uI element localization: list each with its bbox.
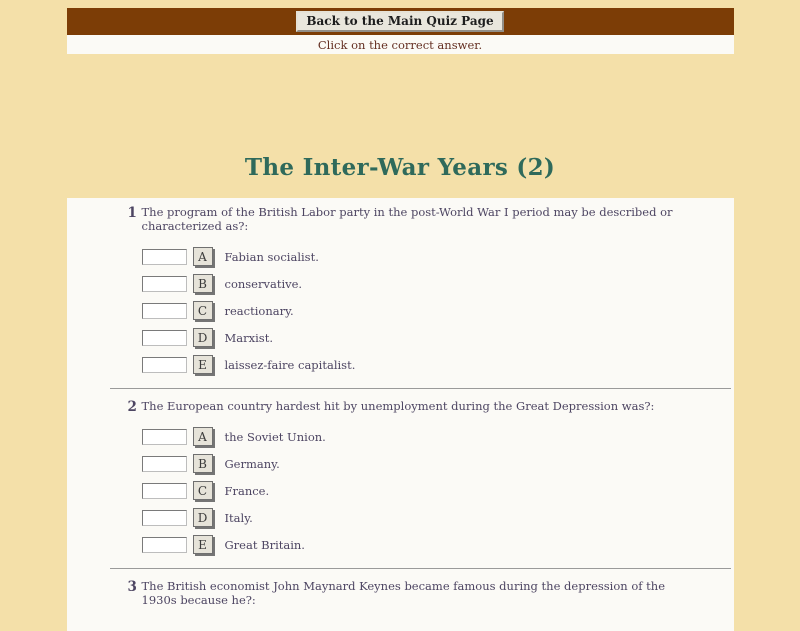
answer-input[interactable] [142, 357, 187, 373]
question-item [67, 579, 734, 607]
answer-input[interactable] [142, 510, 187, 526]
answer-input[interactable] [142, 330, 187, 346]
option-row [142, 243, 734, 270]
question-text: The British economist John Maynard Keynes became famous during the depression of the 1930s because he?: [141, 579, 666, 607]
option-letter-button[interactable]: E [193, 355, 213, 374]
question-text: The program of the British Labor party in the post-World War I period may be described or characterized as?: [141, 205, 673, 233]
option-row [142, 504, 734, 531]
question-number: 1 [127, 205, 137, 221]
answer-input[interactable] [142, 276, 187, 292]
page-container [67, 0, 734, 631]
option-text: Germany. [224, 456, 280, 471]
question-divider [110, 388, 731, 389]
option-text: reactionary. [224, 303, 294, 318]
answer-input[interactable] [142, 456, 187, 472]
option-text: laissez-faire capitalist. [224, 357, 356, 372]
option-row [142, 423, 734, 450]
answer-input[interactable] [142, 483, 187, 499]
option-row [142, 531, 734, 558]
option-row [142, 297, 734, 324]
question-number: 2 [127, 399, 137, 415]
option-letter-button[interactable]: B [193, 454, 213, 473]
back-to-quiz-button[interactable]: Back to the Main Quiz Page [296, 11, 503, 32]
option-text: Great Britain. [224, 537, 305, 552]
instruction-bar [67, 35, 734, 54]
questions-list [67, 205, 734, 607]
option-row [142, 324, 734, 351]
question-text: The European country hardest hit by unemployment during the Great Depression was?: [141, 399, 655, 413]
option-letter-button[interactable]: A [193, 427, 213, 446]
answer-input[interactable] [142, 537, 187, 553]
option-row [142, 477, 734, 504]
question-item [67, 399, 734, 413]
option-row [142, 351, 734, 378]
option-row [142, 450, 734, 477]
option-text: Italy. [224, 510, 253, 525]
option-letter-button[interactable]: C [193, 481, 213, 500]
option-text: conservative. [224, 276, 303, 291]
question-number: 3 [127, 579, 137, 595]
option-letter-button[interactable]: B [193, 274, 213, 293]
option-text: France. [224, 483, 270, 498]
instruction-text: Click on the correct answer. [317, 37, 483, 52]
option-letter-button[interactable]: C [193, 301, 213, 320]
options-list [142, 243, 734, 378]
answer-input[interactable] [142, 249, 187, 265]
option-text: Fabian socialist. [224, 249, 319, 264]
option-letter-button[interactable]: E [193, 535, 213, 554]
question-divider [110, 568, 731, 569]
option-row [142, 270, 734, 297]
question-item [67, 205, 734, 233]
option-letter-button[interactable]: D [193, 328, 213, 347]
header-bar [67, 8, 734, 35]
option-letter-button[interactable]: D [193, 508, 213, 527]
option-text: Marxist. [224, 330, 273, 345]
options-list [142, 423, 734, 558]
questions-panel [67, 198, 734, 631]
option-letter-button[interactable]: A [193, 247, 213, 266]
option-text: the Soviet Union. [224, 429, 326, 444]
answer-input[interactable] [142, 429, 187, 445]
answer-input[interactable] [142, 303, 187, 319]
page-title: The Inter-War Years (2) [244, 154, 556, 181]
